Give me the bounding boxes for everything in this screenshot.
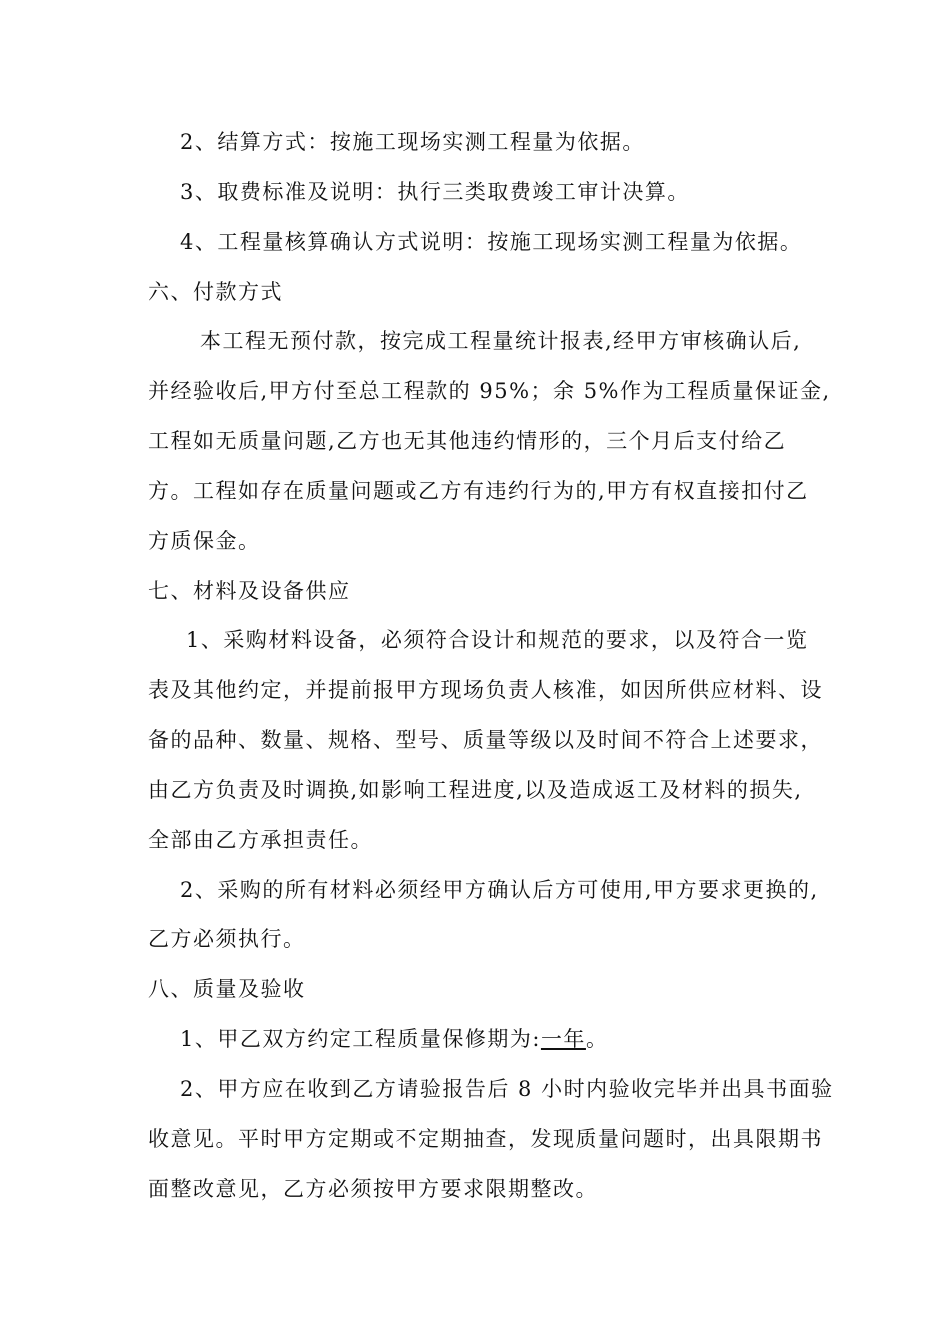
section-7-heading: 七、材料及设备供应	[148, 579, 351, 603]
warranty-period-value: 一年	[540, 1027, 586, 1051]
warranty-label: 1、甲乙双方约定工程质量保修期为:	[180, 1027, 541, 1051]
warranty-suffix: 。	[585, 1027, 609, 1051]
section-6-line: 并经验收后,甲方付至总工程款的 95%；余 5%作为工程质量保证金,	[148, 379, 831, 403]
section-6-line: 方质保金。	[148, 529, 261, 553]
section-8-item-2-line: 面整改意见，乙方必须按甲方要求限期整改。	[148, 1177, 598, 1201]
section-7-para-2-line: 乙方必须执行。	[148, 927, 306, 951]
section-7-para-1-line: 表及其他约定，并提前报甲方现场负责人核准，如因所供应材料、设	[148, 678, 823, 702]
section-8-heading: 八、质量及验收	[148, 977, 306, 1001]
section-6-line: 本工程无预付款，按完成工程量统计报表,经甲方审核确认后,	[200, 329, 802, 353]
section-8-item-2-line: 2、甲方应在收到乙方请验报告后 8 小时内验收完毕并出具书面验	[180, 1077, 834, 1101]
section-6-heading: 六、付款方式	[148, 280, 283, 304]
section-7-para-1-line: 备的品种、数量、规格、型号、质量等级以及时间不符合上述要求，	[148, 728, 823, 752]
settlement-item-3: 3、取费标准及说明：执行三类取费竣工审计决算。	[180, 180, 690, 204]
section-7-para-2-line: 2、采购的所有材料必须经甲方确认后方可使用,甲方要求更换的,	[180, 878, 819, 902]
section-7-para-1-line: 1、采购材料设备，必须符合设计和规范的要求，以及符合一览	[186, 628, 809, 652]
section-8-item-1	[180, 1024, 852, 1054]
settlement-item-2: 2、结算方式：按施工现场实测工程量为依据。	[180, 130, 645, 154]
section-6-line: 方。工程如存在质量问题或乙方有违约行为的,甲方有权直接扣付乙	[148, 479, 809, 503]
section-7-para-1-line: 由乙方负责及时调换,如影响工程进度,以及造成返工及材料的损失,	[148, 778, 803, 802]
section-8-item-2-line: 收意见。平时甲方定期或不定期抽查，发现质量问题时，出具限期书	[148, 1127, 823, 1151]
settlement-item-4: 4、工程量核算确认方式说明：按施工现场实测工程量为依据。	[180, 230, 803, 254]
section-7-para-1-line: 全部由乙方承担责任。	[148, 828, 373, 852]
section-6-line: 工程如无质量问题,乙方也无其他违约情形的，三个月后支付给乙	[148, 429, 787, 453]
